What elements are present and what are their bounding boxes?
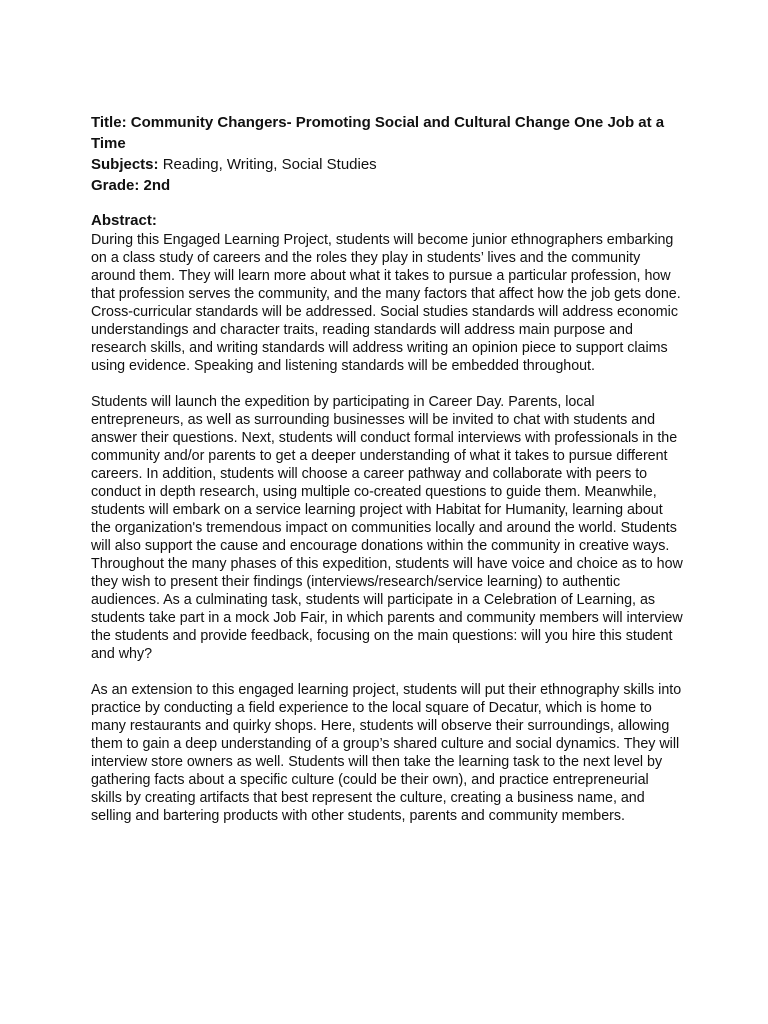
grade-value: 2nd [143,177,171,194]
subjects-line [91,154,683,175]
title-line [91,112,683,154]
subjects-label: Subjects: [91,156,159,173]
document-body [91,112,683,825]
abstract-paragraph-3: As an extension to this engaged learning project, students will put their ethnography skills into practice by conducting a field experience to the local square of Decatur, which is home to many restaurants and quirky shops. Here, students will observe their surroundings, allowing them to gain a deep understanding of a group’s shared culture and social dynamics. They will interview store owners as well. Students will then take the learning task to the next level by gathering facts about a specific culture (could be their own), and practice entrepreneurial skills by creating artifacts that best represent the culture, creating a business name, and selling and bartering products with other students, parents and community members. [91,682,682,824]
grade-label: Grade: [91,177,140,194]
grade-line [91,175,683,196]
document-title: Community Changers- Promoting Social and Cultural Change One Job at a Time [91,114,665,152]
subjects-value: Reading, Writing, Social Studies [162,156,377,173]
abstract-paragraph-1: During this Engaged Learning Project, students will become junior ethnographers embarking on a class study of careers and the roles they play in students’ lives and the community around them. They will learn more about what it takes to pursue a particular profession, how that profession serves the community, and the many factors that affect how the job gets done. Cross-curricular standards will be addressed. Social studies standards will address economic understandings and character traits, reading standards will address main purpose and research skills, and writing standards will address writing an opinion piece to support claims using evidence. Speaking and listening standards will be embedded throughout. [91,232,681,374]
abstract-paragraph-2: Students will launch the expedition by participating in Career Day. Parents, local entrepreneurs, as well as surrounding businesses will be invited to chat with students and answer their questions. Next, students will conduct formal interviews with professionals in the community and/or parents to get a deeper understanding of what it takes to pursue different careers. In addition, students will choose a career pathway and collaborate with peers to conduct in depth research, using multiple co-created questions to guide them. Meanwhile, students will embark on a service learning project with Habitat for Humanity, learning about the organization's tremendous impact on communities locally and around the world. Students will also support the cause and encourage donations within the community in creative ways. Throughout the many phases of this expedition, students will have voice and choice as to how they wish to present their findings (interviews/research/service learning) to authentic audiences. As a culminating task, students will participate in a Celebration of Learning, as students take part in a mock Job Fair, in which parents and community members will interview the students and provide feedback, focusing on the main questions: will you hire this student and why? [91,394,683,662]
abstract-heading: Abstract: [91,212,157,229]
title-label: Title: [91,114,127,131]
